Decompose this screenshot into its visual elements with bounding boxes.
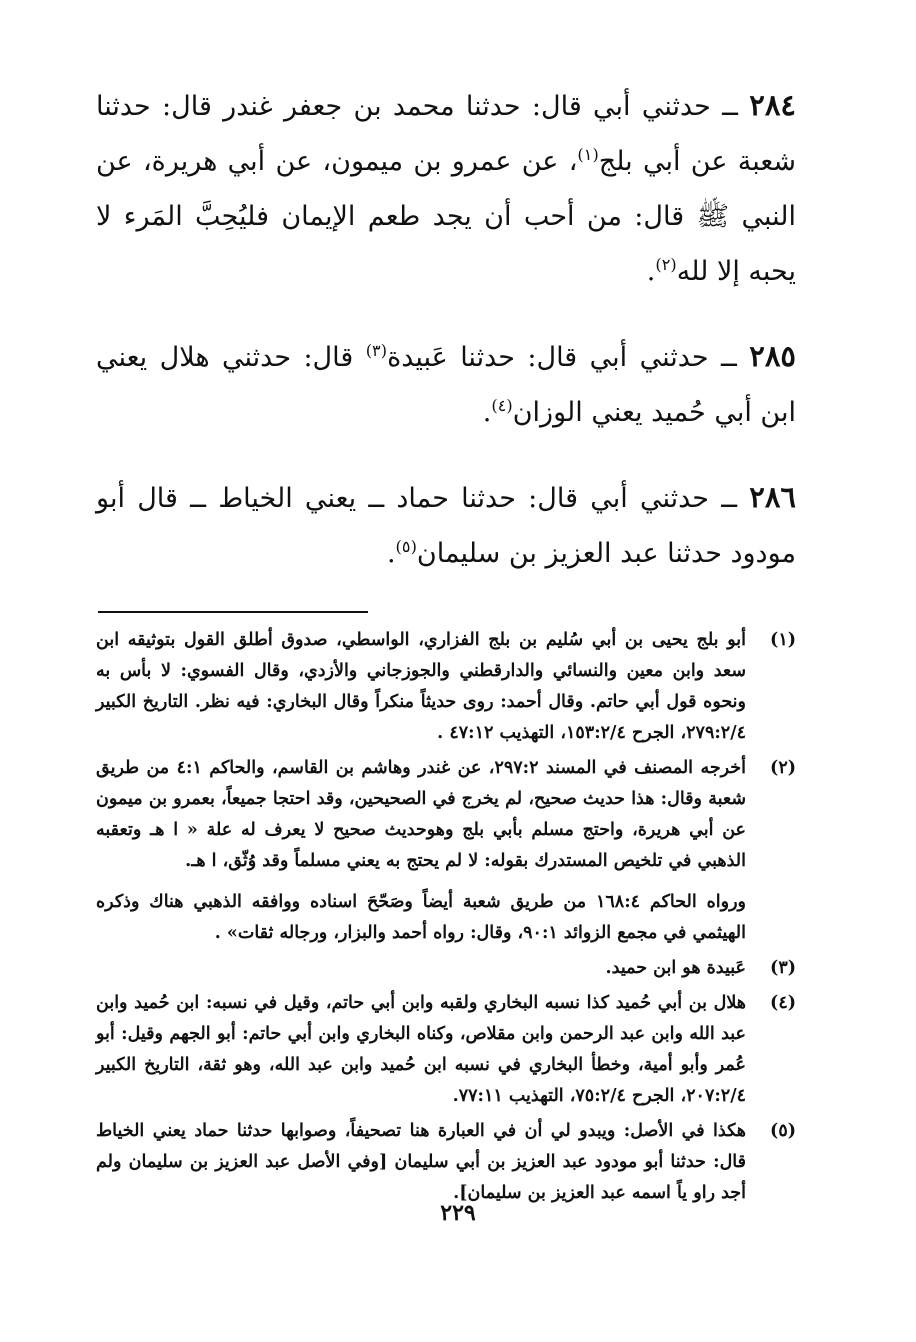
hadith-text: ، عن عمرو بن ميمون، عن أبي هريرة، عن النبي ﷺ قال: من أحب أن يجد طعم الإيمان فليُحِبَّ المَرء لا يحبه إلا لله xyxy=(96,146,796,287)
hadith-entry-286 xyxy=(96,470,796,581)
hadith-text: . xyxy=(386,538,396,569)
hadith-number: ٢٨٥ xyxy=(749,339,796,373)
footnote-reference[interactable]: (١) xyxy=(577,145,599,164)
footnote-marker: (٣) xyxy=(770,958,796,978)
footnote-marker: (٥) xyxy=(770,1121,796,1141)
footnote-2 xyxy=(96,753,796,949)
hadith-text: ــ حدثني أبي قال: حدثنا محمد بن جعفر غندر قال: حدثنا شعبة عن أبي بلج xyxy=(96,91,796,177)
hadith-text: قال: حدثني هلال يعني ابن أبي حُميد يعني الوزان xyxy=(96,342,796,428)
footnote-text: أبو بلج يحيى بن أبي سُليم بن بلج الفزاري، الواسطي، صدوق أطلق القول بتوثيقه ابن سعد وابن معين والنسائي والدارقطني والجوزجاني والأزدي، وقال الفسوي: لا بأس به ونحوه قول أبي حاتم. وقال أحمد: روى حديثاً منكراً وقال البخاري: فيه نظر. التاريخ الكبير ٢٧٩:٢/٤، الجرح ١٥٣:٢/٤، التهذيب ٤٧:١٢ . xyxy=(96,630,746,743)
footnote-3 xyxy=(96,953,796,984)
footnote-text: أخرجه المصنف في المسند ٢٩٧:٢، عن غندر وهاشم بن القاسم، والحاكم ٤:١ من طريق شعبة وقال: هذا حديث صحيح، لم يخرج في الصحيحين، وقد احتجا جميعاً، بعمرو بن ميمون عن أبي هريرة، واحتج مسلم بأبي بلج وهوحديث صحيح لا يعرف له علة « ا هـ وتعقبه الذهبي في تلخيص المستدرك بقوله: لا لم يحتج به يعني مسلماً وقد وُثّق، ا هـ. xyxy=(96,758,746,871)
footnote-marker: (٤) xyxy=(770,993,796,1013)
footnote-reference[interactable]: (٣) xyxy=(365,341,388,360)
hadith-number: ٢٨٦ xyxy=(749,480,796,514)
hadith-text: . xyxy=(482,397,492,428)
hadith-text: ــ حدثني أبي قال: حدثنا عَبيدة xyxy=(387,342,750,373)
footnote-reference[interactable]: (٥) xyxy=(395,537,417,556)
hadith-text: ــ حدثني أبي قال: حدثنا حماد ــ يعني الخياط ــ قال أبو مودود حدثنا عبد العزيز بن سليمان xyxy=(96,483,796,569)
hadith-entry-285 xyxy=(96,329,796,440)
footnote-4 xyxy=(96,988,796,1112)
footnote-reference[interactable]: (٤) xyxy=(491,396,513,415)
page-content xyxy=(96,78,796,1213)
footnote-text: هلال بن أبي حُميد كذا نسبه البخاري ولقبه وابن أبي حاتم، وقيل في نسبه: ابن حُميد وابن عبد الله وابن عبد الرحمن وابن مقلاص، وكناه البخاري وابن أبي حاتم: أبو الجهم وقيل: أبو عُمر وأبو أمية، وخطأ البخاري في نسبه ابن حُميد وابن عبد الله، وهو ثقة، التاريخ الكبير ٢٠٧:٢/٤، الجرح ٧٥:٢/٤، التهذيب ٧٧:١١. xyxy=(96,993,746,1106)
hadith-number: ٢٨٤ xyxy=(749,88,796,122)
footnote-continuation: ورواه الحاكم ١٦٨:٤ من طريق شعبة أيضاً وصَحّحَ اسناده ووافقه الذهبي هناك وذكره الهيثمي في مجمع الزوائد ٩٠:١، وقال: رواه أحمد والبزار، ورجاله ثقات» . xyxy=(96,892,746,943)
footnote-text: هكذا في الأصل: ويبدو لي أن في العبارة هنا تصحيفاً، وصوابها حدثنا حماد يعني الخياط قال: حدثنا أبو مودود عبد العزيز بن أبي سليمان [وفي الأصل عبد العزيز بن سليمان ولم أجد راو ياً اسمه عبد العزيز بن سليمان]. xyxy=(96,1121,746,1203)
hadith-text: . xyxy=(646,256,656,287)
footnote-reference[interactable]: (٢) xyxy=(655,255,677,274)
footnote-marker: (٢) xyxy=(770,758,796,778)
footnote-1 xyxy=(96,625,796,749)
footnote-5 xyxy=(96,1116,796,1209)
hadith-entry-284 xyxy=(96,78,796,299)
footnotes-section xyxy=(96,625,796,1209)
footnote-marker: (١) xyxy=(770,630,796,650)
page-number: ٢٢٩ xyxy=(440,1200,476,1226)
footnote-text: عَبيدة هو ابن حميد. xyxy=(605,958,746,978)
footnote-divider xyxy=(98,611,368,613)
